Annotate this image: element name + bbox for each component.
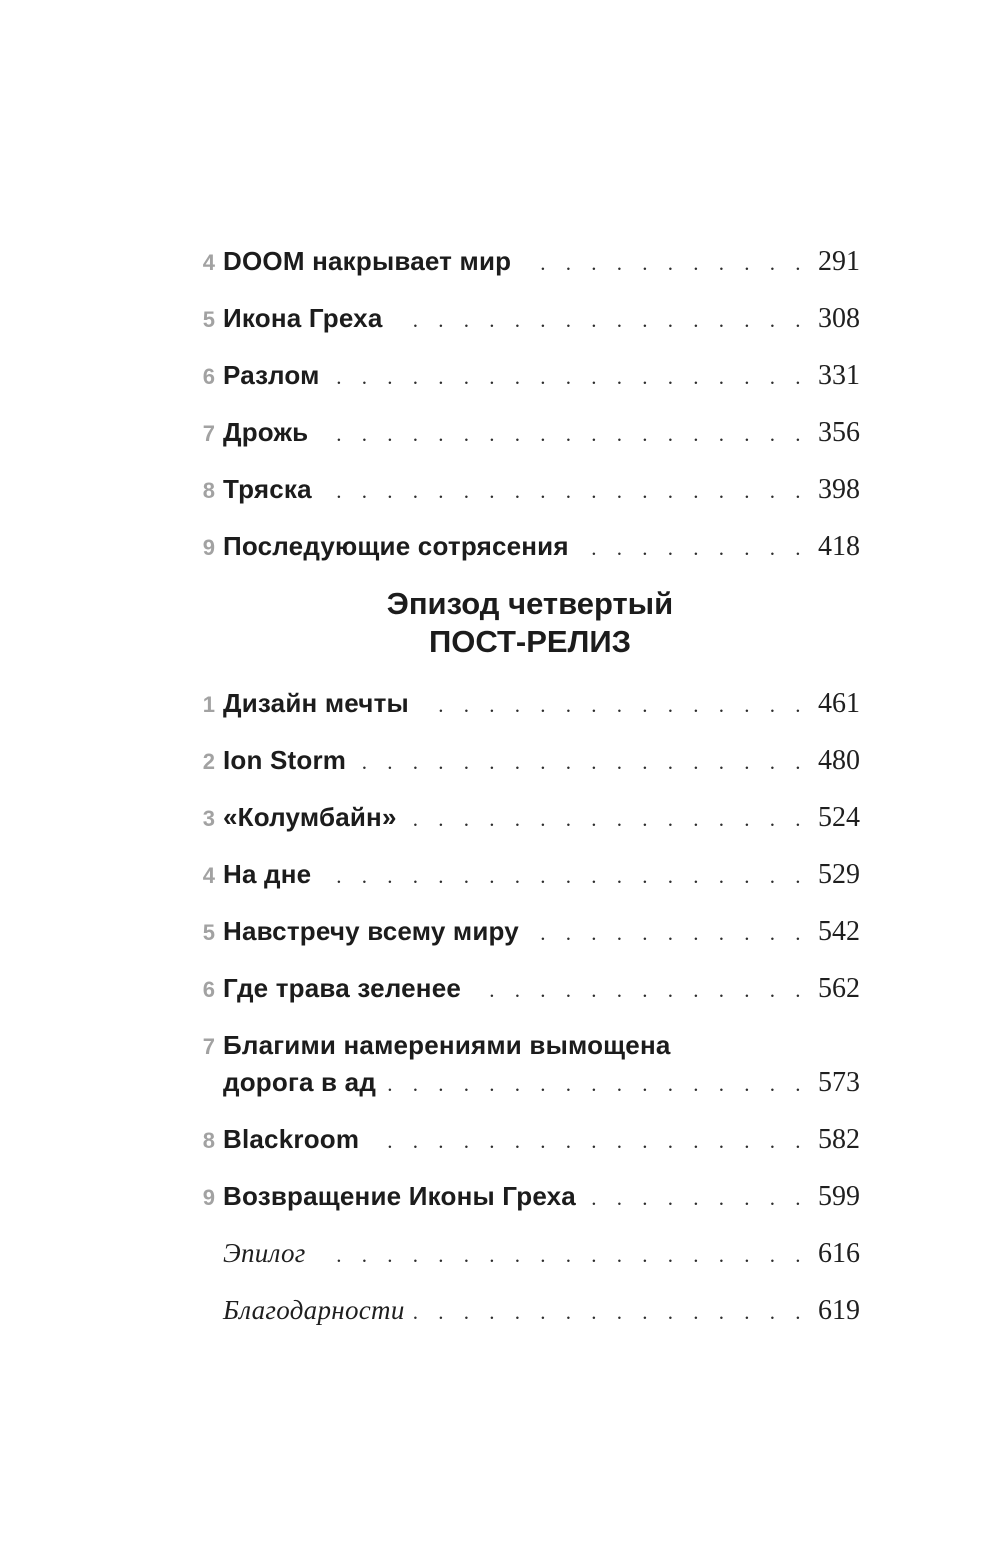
page-number: 291 (818, 246, 860, 277)
chapter-number: 5 (202, 920, 215, 945)
toc-entry (200, 1292, 860, 1329)
dot-leader (578, 530, 808, 567)
chapter-title: DOOM накрывает мир (223, 246, 512, 276)
back-matter-title: Эпилог (223, 1238, 306, 1268)
toc-entry (200, 528, 860, 565)
page-number: 524 (818, 802, 860, 833)
dot-leader (414, 1294, 808, 1331)
chapter-number: 7 (202, 1034, 215, 1059)
toc-entry (200, 742, 860, 779)
chapter-number: 8 (202, 478, 215, 503)
toc-entry-line2 (200, 1064, 860, 1101)
dot-leader (355, 744, 808, 781)
toc-entry-line1 (200, 1027, 860, 1064)
back-matter (200, 1235, 860, 1329)
chapter-title: Навстречу всему миру (223, 916, 519, 946)
toc-entry (200, 1235, 860, 1272)
chapter-number: 6 (202, 364, 215, 389)
toc-entry (200, 856, 860, 893)
dot-leader (315, 1237, 808, 1274)
dot-leader (528, 915, 808, 952)
page-number: 619 (818, 1295, 860, 1326)
chapter-title: Благими намерениями вымощена (223, 1030, 671, 1060)
dot-leader (392, 302, 809, 339)
chapter-number: 3 (202, 806, 215, 831)
episode-heading-line1: Эпизод четвертый (386, 586, 674, 621)
chapter-title-continued: дорога в ад (223, 1067, 377, 1097)
chapter-number: 6 (202, 977, 215, 1002)
toc-entry (200, 685, 860, 722)
chapter-number: 1 (202, 692, 215, 717)
dot-leader (320, 858, 808, 895)
chapter-title: Тряска (223, 474, 312, 504)
chapter-title: Где трава зеленее (223, 973, 462, 1003)
chapter-title: Последующие сотрясения (223, 531, 569, 561)
table-of-contents (200, 243, 860, 1349)
chapter-number: 2 (202, 749, 215, 774)
toc-entry (200, 1121, 860, 1158)
dot-leader (406, 801, 808, 838)
page-number: 616 (818, 1238, 860, 1269)
chapter-title: Ion Storm (223, 745, 347, 775)
episode-heading (200, 585, 860, 661)
page-number: 461 (818, 688, 860, 719)
page-number: 356 (818, 417, 860, 448)
dot-leader (385, 1066, 808, 1103)
toc-entry (200, 1178, 860, 1215)
chapter-title: Икона Греха (223, 303, 383, 333)
dot-leader (368, 1123, 808, 1160)
toc-entry (200, 414, 860, 451)
toc-entry (200, 799, 860, 836)
dot-leader (470, 972, 808, 1009)
page-number: 573 (818, 1067, 860, 1098)
page-number: 529 (818, 859, 860, 890)
toc-entry (200, 357, 860, 394)
page-number: 599 (818, 1181, 860, 1212)
toc-entry (200, 913, 860, 950)
chapter-title: Разлом (223, 360, 320, 390)
page-number: 582 (818, 1124, 860, 1155)
page-number: 480 (818, 745, 860, 776)
back-matter-title: Благодарности (223, 1295, 405, 1325)
toc-entry (200, 471, 860, 508)
toc-entry (200, 300, 860, 337)
chapter-title: На дне (223, 859, 312, 889)
dot-leader (317, 416, 808, 453)
toc-entry (200, 243, 860, 280)
chapter-title: Возвращение Иконы Греха (223, 1181, 576, 1211)
chapter-number: 9 (202, 535, 215, 560)
chapter-number: 8 (202, 1128, 215, 1153)
dot-leader (321, 473, 808, 510)
page-number: 331 (818, 360, 860, 391)
chapter-number: 9 (202, 1185, 215, 1210)
chapter-title: Blackroom (223, 1124, 360, 1154)
chapter-title: Дизайн мечты (223, 688, 409, 718)
page-number: 542 (818, 916, 860, 947)
chapter-number: 5 (202, 307, 215, 332)
chapter-title: Дрожь (223, 417, 309, 447)
page-number: 398 (818, 474, 860, 505)
chapter-number: 7 (202, 421, 215, 446)
chapter-number: 4 (202, 250, 215, 275)
chapter-title: «Колумбайн» (223, 802, 397, 832)
dot-leader (585, 1180, 808, 1217)
chapter-number: 4 (202, 863, 215, 888)
episode-heading-line2: ПОСТ-РЕЛИЗ (428, 624, 632, 659)
toc-entry (200, 970, 860, 1007)
page-number: 562 (818, 973, 860, 1004)
dot-leader (520, 245, 808, 282)
page-number: 308 (818, 303, 860, 334)
dot-leader (329, 359, 808, 396)
page-number: 418 (818, 531, 860, 562)
dot-leader (418, 687, 808, 724)
